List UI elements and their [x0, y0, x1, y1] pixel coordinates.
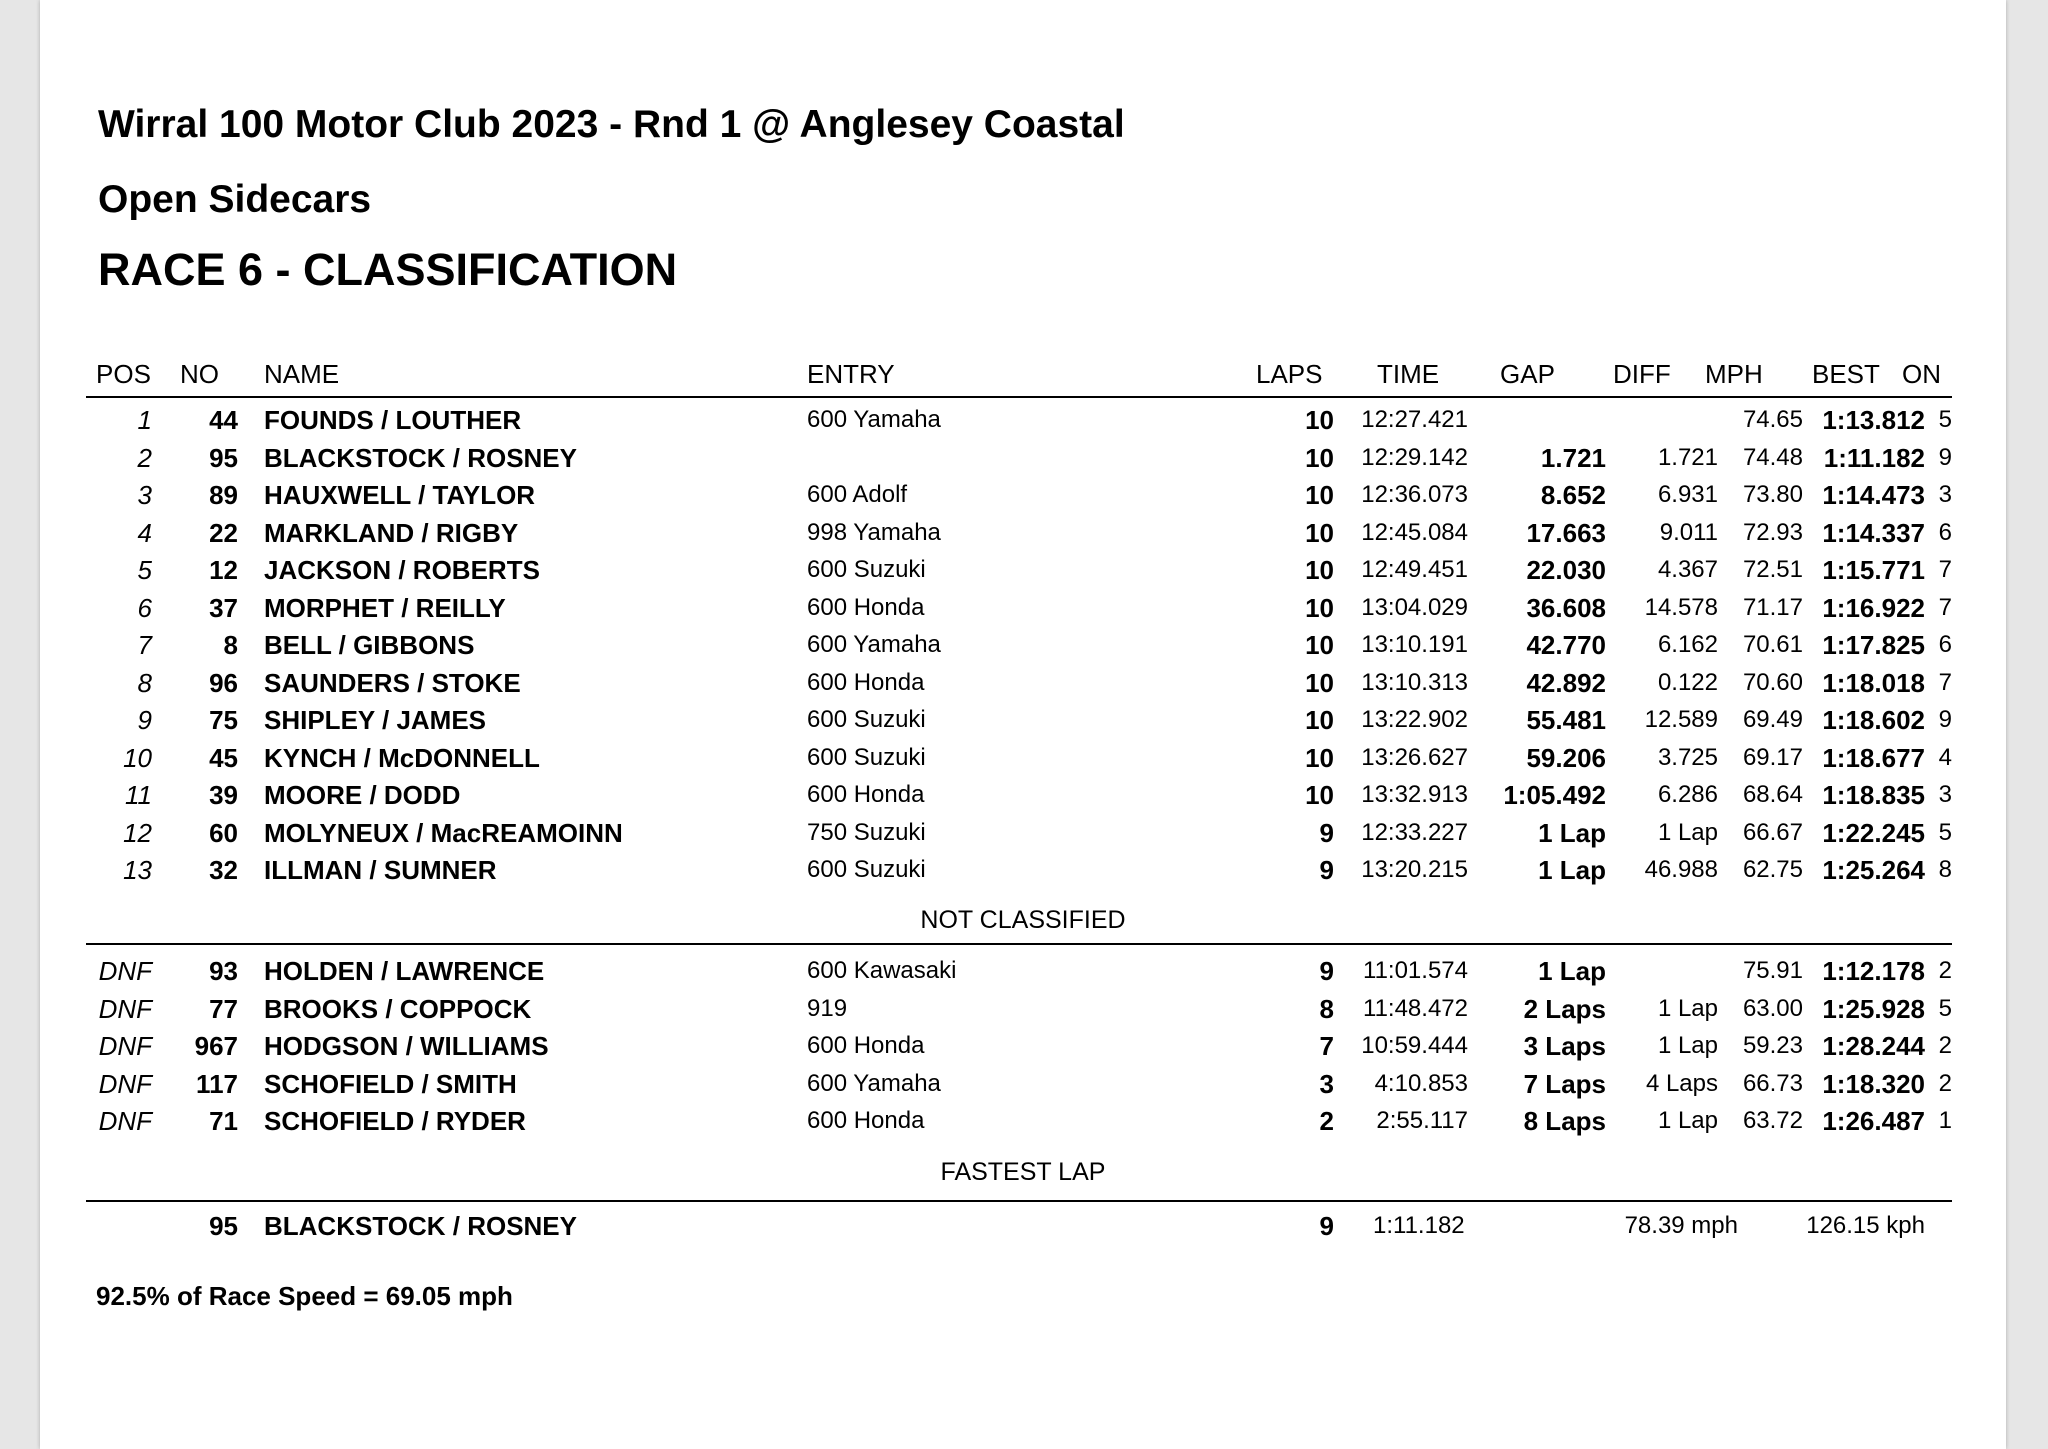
cell-no: 93	[209, 956, 238, 986]
cell-gap: 7 Laps	[1523, 1068, 1606, 1099]
cell-name: SCHOFIELD / SMITH	[264, 1068, 517, 1099]
cell-name: JACKSON / ROBERTS	[264, 555, 540, 585]
cell-name: HAUXWELL / TAYLOR	[264, 480, 536, 510]
cell-time: 12:29.142	[1361, 443, 1468, 471]
results-sheet	[40, 0, 2006, 1449]
cell-time: 2:55.117	[1376, 1107, 1468, 1134]
cell-on: 5	[1938, 406, 1952, 433]
cell-name: BROOKS / COPPOCK	[264, 993, 532, 1024]
col-header-time: TIME	[1377, 359, 1440, 389]
cell-no: 39	[209, 780, 238, 810]
cell-best: 1:15.771	[1822, 555, 1925, 585]
cell-time: 11:01.574	[1363, 957, 1468, 984]
cell-best: 1:16.922	[1822, 592, 1925, 623]
cell-time: 13:22.902	[1361, 706, 1468, 733]
cell-entry: 750 Suzuki	[807, 818, 926, 846]
cell-on: 9	[1938, 443, 1952, 471]
fastest-lap-laps: 9	[1319, 1211, 1334, 1241]
cell-pos: 7	[137, 630, 152, 660]
cell-gap: 1.721	[1540, 442, 1606, 473]
cell-entry: 600 Yamaha	[807, 1069, 941, 1097]
cell-mph: 74.65	[1742, 406, 1803, 433]
cell-entry: 600 Suzuki	[807, 556, 926, 583]
cell-gap: 1:05.492	[1503, 780, 1606, 810]
cell-pos: 11	[125, 780, 152, 810]
cell-no: 77	[209, 993, 238, 1024]
cell-gap: 59.206	[1526, 742, 1606, 773]
fastest-lap-name: BLACKSTOCK / ROSNEY	[264, 1211, 577, 1241]
cell-pos: 13	[123, 855, 152, 885]
not-classified-heading: NOT CLASSIFIED	[920, 906, 1126, 934]
cell-best: 1:26.487	[1822, 1106, 1925, 1136]
fastest-lap-kph: 126.15 kph	[1806, 1212, 1925, 1239]
cell-on: 1	[1938, 1107, 1952, 1134]
cell-time: 10:59.444	[1361, 1032, 1468, 1059]
cell-time: 12:36.073	[1361, 481, 1468, 508]
cell-diff: 6.162	[1657, 631, 1718, 658]
col-header-laps: LAPS	[1256, 359, 1323, 389]
cell-name: BELL / GIBBONS	[264, 630, 475, 660]
cell-mph: 73.80	[1742, 481, 1803, 508]
cell-diff: 12.589	[1644, 706, 1718, 733]
cell-pos: DNF	[98, 993, 152, 1024]
cell-diff: 3.725	[1657, 743, 1718, 771]
cell-pos: 12	[123, 817, 152, 848]
cell-time: 12:49.451	[1361, 556, 1468, 583]
cell-gap: 3 Laps	[1523, 1031, 1606, 1061]
fastest-lap-time: 1:11.182	[1373, 1212, 1465, 1239]
cell-diff: 1 Lap	[1657, 1107, 1718, 1134]
cell-mph: 59.23	[1742, 1032, 1803, 1059]
col-header-on: ON	[1902, 359, 1941, 389]
cell-mph: 75.91	[1742, 957, 1803, 984]
cell-pos: DNF	[98, 1068, 152, 1099]
cell-time: 13:10.191	[1361, 631, 1468, 658]
header-divider	[86, 396, 1952, 398]
cell-diff: 9.011	[1659, 518, 1718, 546]
col-header-no: NO	[180, 359, 219, 389]
cell-laps: 10	[1305, 442, 1334, 473]
fastest-lap-divider	[86, 1200, 1952, 1202]
cell-gap: 2 Laps	[1523, 993, 1606, 1024]
cell-name: SHIPLEY / JAMES	[264, 705, 487, 735]
cell-on: 8	[1938, 856, 1952, 883]
cell-name: HODGSON / WILLIAMS	[264, 1031, 549, 1061]
cell-pos: 8	[137, 667, 152, 698]
cell-entry: 919	[807, 994, 848, 1022]
cell-best: 1:22.245	[1822, 817, 1925, 848]
cell-name: SAUNDERS / STOKE	[264, 667, 521, 698]
cell-mph: 70.60	[1742, 668, 1803, 696]
cell-laps: 10	[1305, 705, 1334, 735]
cell-entry: 600 Honda	[807, 1107, 925, 1134]
cell-diff: 0.122	[1657, 668, 1718, 696]
cell-best: 1:17.825	[1822, 630, 1925, 660]
cell-laps: 10	[1305, 630, 1334, 660]
col-header-gap: GAP	[1500, 359, 1555, 389]
cell-laps: 9	[1319, 855, 1334, 885]
cell-diff: 14.578	[1644, 593, 1718, 621]
cell-time: 13:04.029	[1361, 593, 1468, 621]
cell-entry: 998 Yamaha	[807, 518, 941, 546]
cell-on: 7	[1938, 556, 1952, 583]
cell-laps: 9	[1319, 956, 1334, 986]
cell-no: 44	[209, 405, 238, 435]
cell-name: FOUNDS / LOUTHER	[264, 405, 522, 435]
cell-mph: 68.64	[1742, 781, 1803, 808]
cell-best: 1:18.320	[1822, 1068, 1925, 1099]
cell-best: 1:25.264	[1822, 855, 1925, 885]
cell-time: 11:48.472	[1363, 994, 1468, 1022]
cell-best: 1:12.178	[1822, 956, 1925, 986]
cell-no: 37	[209, 592, 238, 623]
cell-laps: 10	[1305, 555, 1334, 585]
cell-gap: 1 Lap	[1538, 956, 1606, 986]
cell-best: 1:14.337	[1822, 517, 1925, 548]
cell-gap: 8.652	[1540, 480, 1606, 510]
cell-pos: 2	[137, 442, 152, 473]
cell-gap: 8 Laps	[1523, 1106, 1606, 1136]
cell-on: 7	[1938, 593, 1952, 621]
cell-name: MARKLAND / RIGBY	[264, 517, 519, 548]
cell-gap: 42.770	[1526, 630, 1606, 660]
cell-on: 9	[1938, 706, 1952, 733]
fastest-lap-heading: FASTEST LAP	[940, 1158, 1106, 1186]
class-title: Open Sidecars	[98, 178, 372, 221]
cell-time: 12:45.084	[1361, 518, 1468, 546]
cell-on: 7	[1938, 668, 1952, 696]
cell-mph: 69.17	[1742, 743, 1803, 771]
cell-best: 1:13.812	[1822, 405, 1925, 435]
cell-on: 2	[1938, 1069, 1952, 1097]
cell-pos: DNF	[98, 956, 152, 986]
cell-best: 1:18.835	[1822, 780, 1925, 810]
cell-laps: 8	[1319, 993, 1334, 1024]
cell-laps: 3	[1319, 1068, 1334, 1099]
cell-mph: 66.73	[1742, 1069, 1803, 1097]
cell-laps: 10	[1305, 592, 1334, 623]
cell-no: 8	[223, 630, 238, 660]
cell-no: 60	[209, 817, 238, 848]
cell-entry: 600 Kawasaki	[807, 957, 957, 984]
not-classified-divider	[86, 943, 1952, 945]
cell-pos: 6	[137, 592, 152, 623]
cell-entry: 600 Yamaha	[807, 406, 941, 433]
cell-entry: 600 Adolf	[807, 481, 908, 508]
cell-name: ILLMAN / SUMNER	[264, 855, 497, 885]
cell-on: 3	[1938, 481, 1952, 508]
cell-best: 1:18.018	[1822, 667, 1925, 698]
cell-gap: 42.892	[1526, 667, 1606, 698]
cell-diff: 6.931	[1657, 481, 1718, 508]
cell-mph: 62.75	[1742, 856, 1803, 883]
col-header-pos: POS	[96, 359, 151, 389]
fastest-lap-mph: 78.39 mph	[1624, 1212, 1738, 1239]
cell-pos: DNF	[98, 1106, 152, 1136]
cell-gap: 17.663	[1526, 517, 1606, 548]
cell-mph: 66.67	[1742, 818, 1803, 846]
cell-laps: 10	[1305, 742, 1334, 773]
cell-time: 13:32.913	[1361, 781, 1468, 808]
cell-gap: 22.030	[1526, 555, 1606, 585]
cell-no: 96	[209, 667, 238, 698]
cell-laps: 10	[1305, 480, 1334, 510]
col-header-best: BEST	[1812, 359, 1880, 389]
cell-time: 13:10.313	[1361, 668, 1468, 696]
cell-no: 32	[209, 855, 238, 885]
race-title: RACE 6 - CLASSIFICATION	[98, 244, 678, 295]
cell-mph: 72.93	[1742, 518, 1803, 546]
cell-laps: 10	[1305, 667, 1334, 698]
cell-diff: 1.721	[1657, 443, 1718, 471]
cell-best: 1:14.473	[1822, 480, 1925, 510]
cell-on: 6	[1938, 518, 1952, 546]
cell-on: 5	[1938, 818, 1952, 846]
col-header-entry: ENTRY	[807, 359, 895, 389]
cell-no: 75	[209, 705, 238, 735]
cell-best: 1:28.244	[1822, 1031, 1925, 1061]
cell-mph: 71.17	[1742, 593, 1803, 621]
cell-name: HOLDEN / LAWRENCE	[264, 956, 545, 986]
cell-diff: 46.988	[1644, 856, 1718, 883]
cell-gap: 1 Lap	[1538, 817, 1606, 848]
cell-diff: 6.286	[1657, 781, 1718, 808]
cell-pos: 1	[137, 405, 152, 435]
cell-name: SCHOFIELD / RYDER	[264, 1106, 526, 1136]
cell-mph: 74.48	[1742, 443, 1803, 471]
cell-mph: 70.61	[1742, 631, 1803, 658]
cell-pos: 5	[137, 555, 152, 585]
cell-time: 13:20.215	[1361, 856, 1468, 883]
cell-laps: 10	[1305, 405, 1334, 435]
cell-no: 71	[209, 1106, 238, 1136]
cell-time: 4:10.853	[1374, 1069, 1468, 1097]
cell-entry: 600 Honda	[807, 668, 925, 696]
cell-no: 45	[209, 742, 238, 773]
cell-best: 1:11.182	[1823, 442, 1925, 473]
cell-diff: 4.367	[1657, 556, 1718, 583]
cell-entry: 600 Honda	[807, 1032, 925, 1059]
cell-entry: 600 Yamaha	[807, 631, 941, 658]
cell-laps: 7	[1319, 1031, 1334, 1061]
cell-pos: 4	[137, 517, 152, 548]
cell-diff: 4 Laps	[1645, 1069, 1718, 1097]
cell-best: 1:25.928	[1822, 993, 1925, 1024]
cell-best: 1:18.602	[1822, 705, 1925, 735]
cell-mph: 63.00	[1742, 994, 1803, 1022]
cell-pos: DNF	[98, 1031, 152, 1061]
col-header-mph: MPH	[1705, 359, 1763, 389]
cell-time: 12:27.421	[1361, 406, 1468, 433]
cell-no: 967	[194, 1031, 238, 1061]
cell-no: 22	[209, 517, 238, 548]
cell-mph: 63.72	[1742, 1107, 1803, 1134]
cell-no: 95	[209, 442, 238, 473]
cell-mph: 69.49	[1742, 706, 1803, 733]
cell-mph: 72.51	[1742, 556, 1803, 583]
col-header-name: NAME	[264, 359, 340, 389]
cell-entry: 600 Honda	[807, 593, 925, 621]
cell-laps: 10	[1305, 780, 1334, 810]
cell-laps: 10	[1305, 517, 1334, 548]
cell-on: 5	[1938, 994, 1952, 1022]
cell-time: 13:26.627	[1361, 743, 1468, 771]
col-header-diff: DIFF	[1613, 359, 1671, 389]
cell-on: 4	[1938, 743, 1952, 771]
cell-pos: 3	[137, 480, 152, 510]
cell-no: 12	[209, 555, 238, 585]
cell-gap: 55.481	[1526, 705, 1606, 735]
cell-gap: 36.608	[1526, 592, 1606, 623]
cell-entry: 600 Honda	[807, 781, 925, 808]
cell-name: MOORE / DODD	[264, 780, 461, 810]
cell-no: 117	[196, 1068, 238, 1099]
cell-diff: 1 Lap	[1657, 1032, 1718, 1059]
cell-diff: 1 Lap	[1657, 818, 1718, 846]
cell-entry: 600 Suzuki	[807, 743, 926, 771]
cell-laps: 2	[1319, 1106, 1334, 1136]
cell-on: 2	[1938, 957, 1952, 984]
cell-entry: 600 Suzuki	[807, 706, 926, 733]
cell-name: BLACKSTOCK / ROSNEY	[264, 442, 577, 473]
cell-best: 1:18.677	[1822, 742, 1925, 773]
cell-gap: 1 Lap	[1538, 855, 1606, 885]
cell-on: 3	[1938, 781, 1952, 808]
cell-name: MOLYNEUX / MacREAMOINN	[264, 817, 623, 848]
cell-diff: 1 Lap	[1657, 994, 1718, 1022]
cell-on: 2	[1938, 1032, 1952, 1059]
cell-time: 12:33.227	[1361, 818, 1468, 846]
fastest-lap-no: 95	[209, 1211, 238, 1241]
cell-laps: 9	[1319, 817, 1334, 848]
cell-pos: 9	[137, 705, 152, 735]
cell-name: KYNCH / McDONNELL	[264, 742, 540, 773]
cell-no: 89	[209, 480, 238, 510]
race-speed-note: 92.5% of Race Speed = 69.05 mph	[96, 1281, 513, 1311]
cell-entry: 600 Suzuki	[807, 856, 926, 883]
cell-name: MORPHET / REILLY	[264, 592, 506, 623]
event-title: Wirral 100 Motor Club 2023 - Rnd 1 @ Anglesey Coastal	[98, 103, 1125, 146]
cell-pos: 10	[123, 742, 152, 773]
cell-on: 6	[1938, 631, 1952, 658]
